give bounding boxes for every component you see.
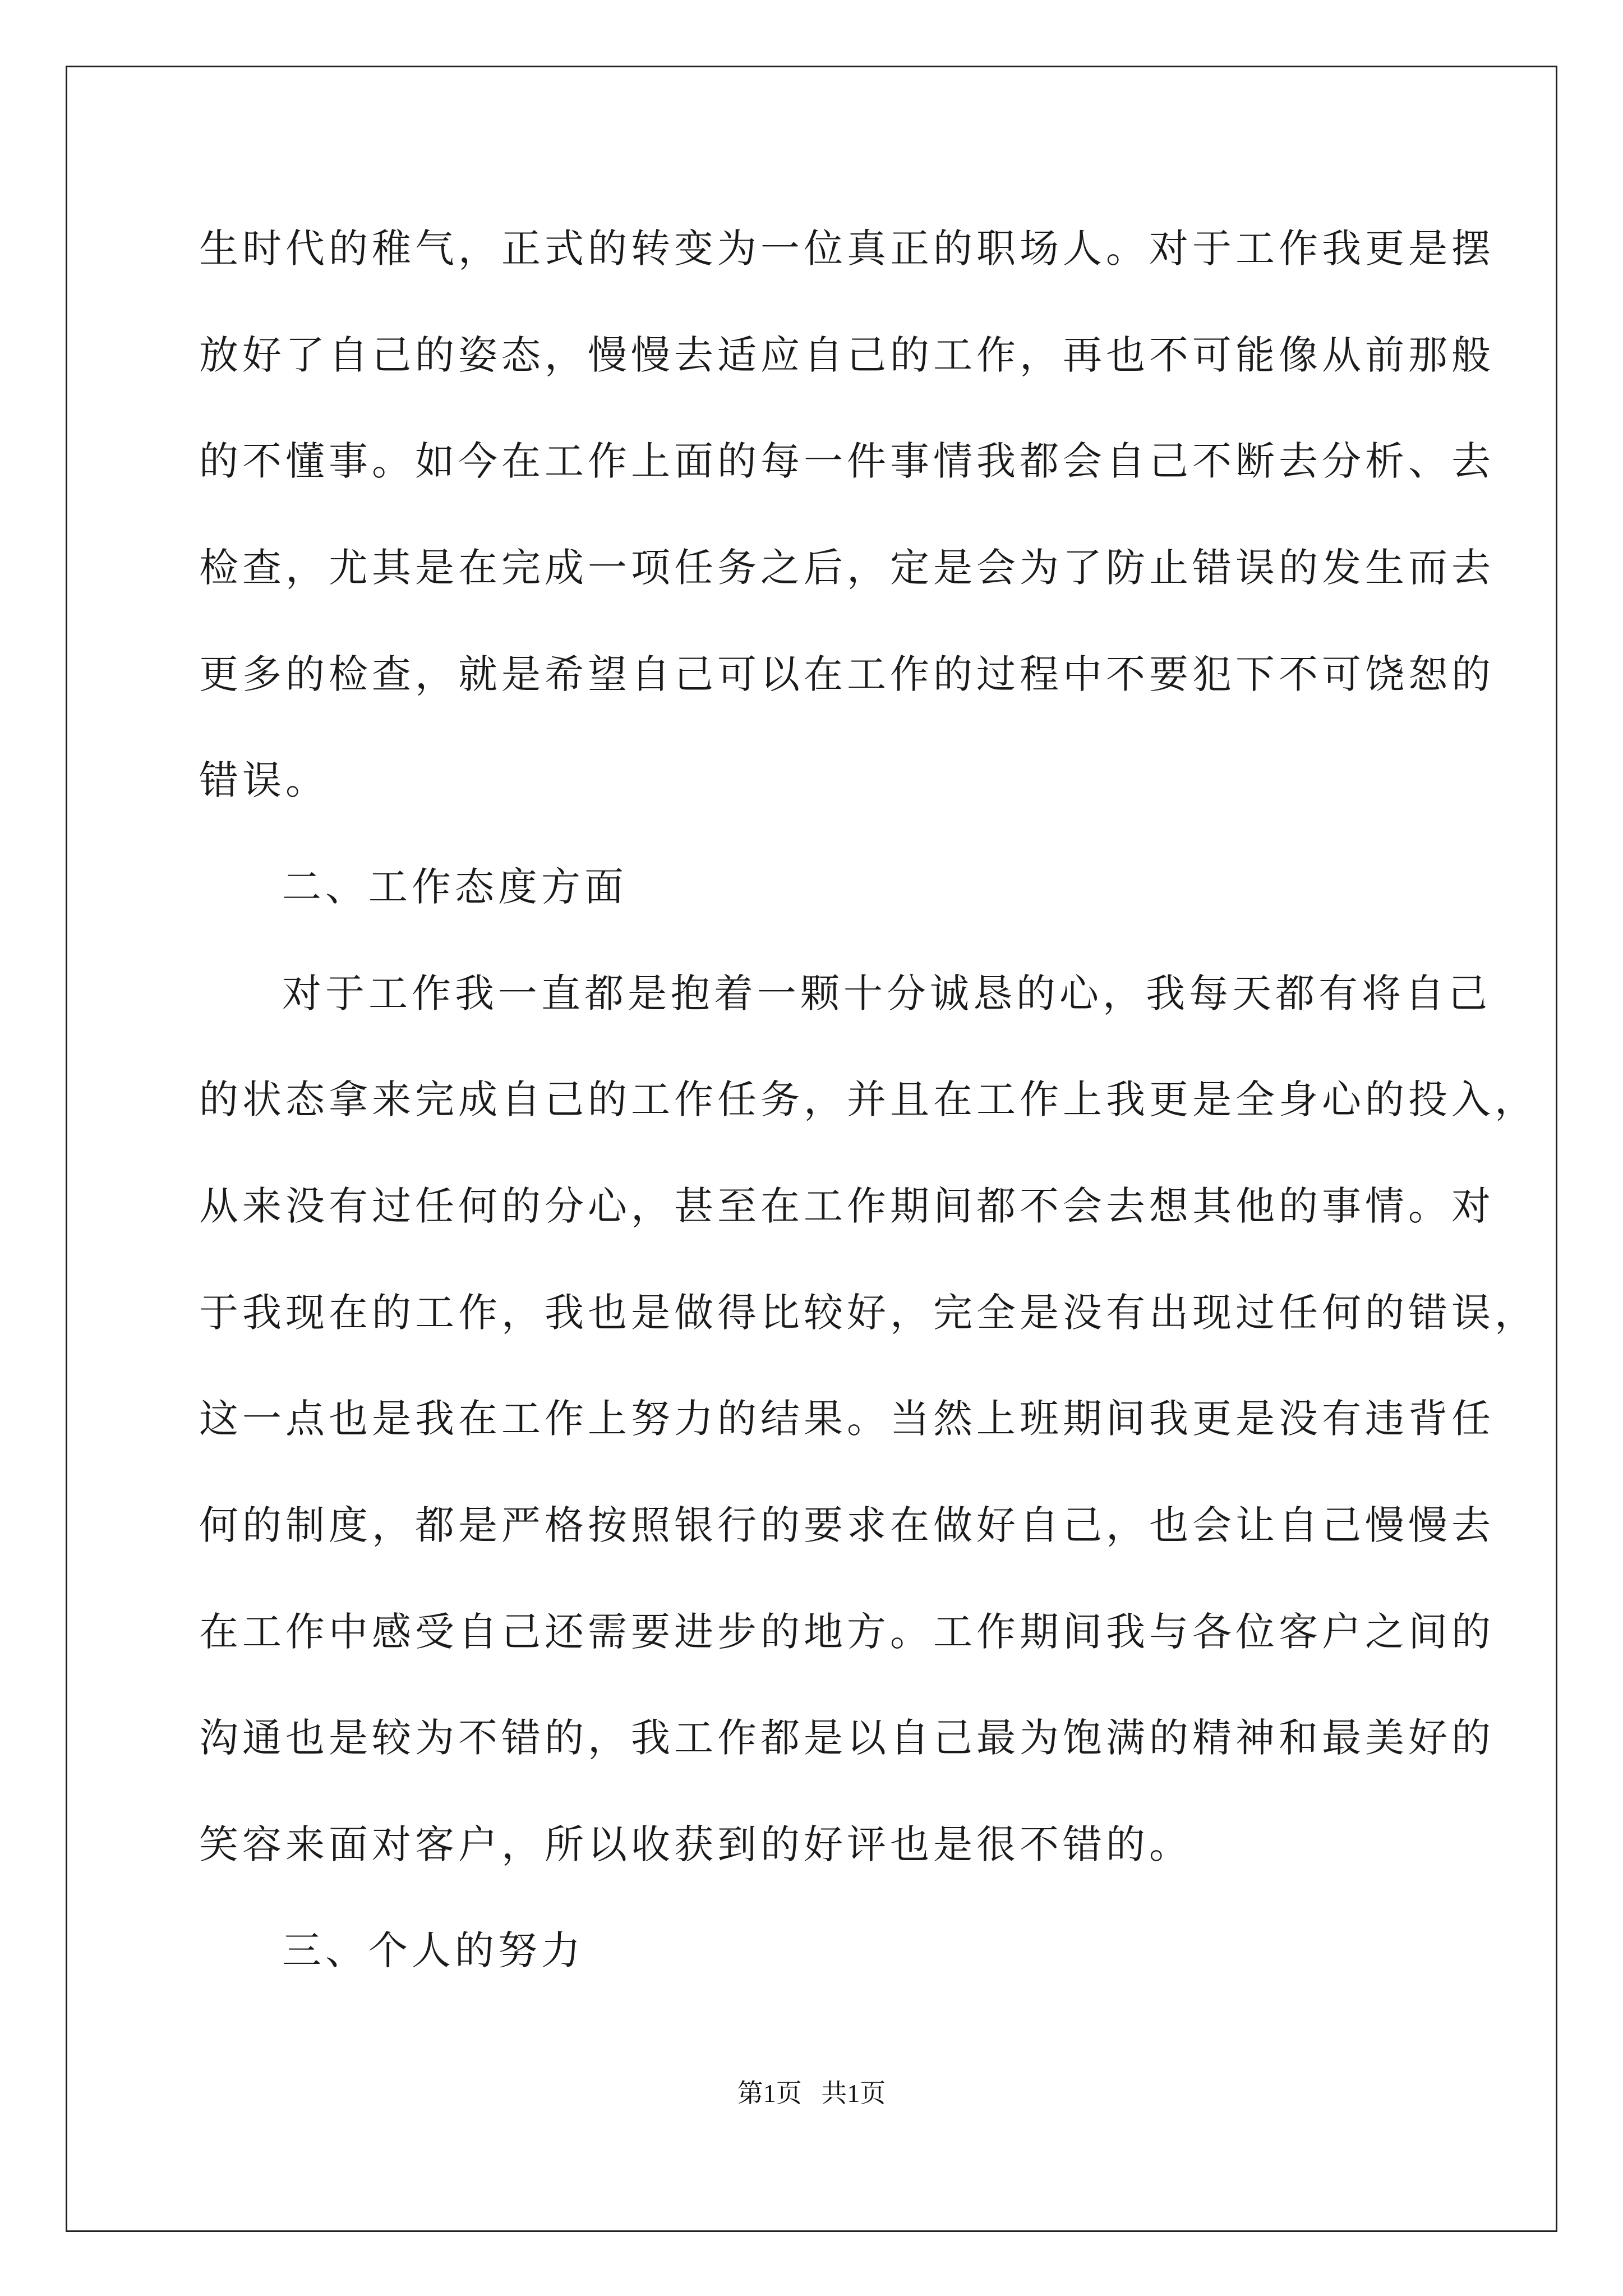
paragraph-line: 放好了自己的姿态，慢慢去适应自己的工作，再也不可能像从前那般	[199, 332, 1495, 378]
paragraph-line: 于我现在的工作，我也是做得比较好，完全是没有出现过任何的错误，	[199, 1290, 1538, 1336]
paragraph-line: 沟通也是较为不错的，我工作都是以自己最为饱满的精神和最美好的	[199, 1715, 1495, 1761]
paragraph-line: 更多的检查，就是希望自己可以在工作的过程中不要犯下不可饶恕的	[199, 651, 1495, 697]
paragraph-line: 的状态拿来完成自己的工作任务，并且在工作上我更是全身心的投入，	[199, 1076, 1538, 1122]
paragraph-line: 生时代的稚气，正式的转变为一位真正的职场人。对于工作我更是摆	[199, 226, 1495, 272]
section-heading: 二、工作态度方面	[282, 864, 628, 910]
paragraph-line: 何的制度，都是严格按照银行的要求在做好自己，也会让自己慢慢去	[199, 1502, 1495, 1548]
section-heading: 三、个人的努力	[282, 1927, 584, 1973]
paragraph-line: 对于工作我一直都是抱着一颗十分诚恳的心，我每天都有将自己	[282, 970, 1491, 1016]
paragraph-line: 笑容来面对客户，所以收获到的好评也是很不错的。	[199, 1821, 1192, 1867]
paragraph-line: 检查，尤其是在完成一项任务之后，定是会为了防止错误的发生而去	[199, 545, 1495, 591]
page-border	[66, 66, 1557, 2232]
paragraph-line: 的不懂事。如今在工作上面的每一件事情我都会自己不断去分析、去	[199, 438, 1495, 484]
paragraph-line: 从来没有过任何的分心，甚至在工作期间都不会去想其他的事情。对	[199, 1183, 1495, 1229]
paragraph-line: 错误。	[199, 757, 329, 803]
paragraph-line: 这一点也是我在工作上努力的结果。当然上班期间我更是没有违背任	[199, 1396, 1495, 1442]
page-number-footer: 第1页 共1页	[737, 2079, 886, 2108]
paragraph-line: 在工作中感受自己还需要进步的地方。工作期间我与各位客户之间的	[199, 1609, 1495, 1655]
